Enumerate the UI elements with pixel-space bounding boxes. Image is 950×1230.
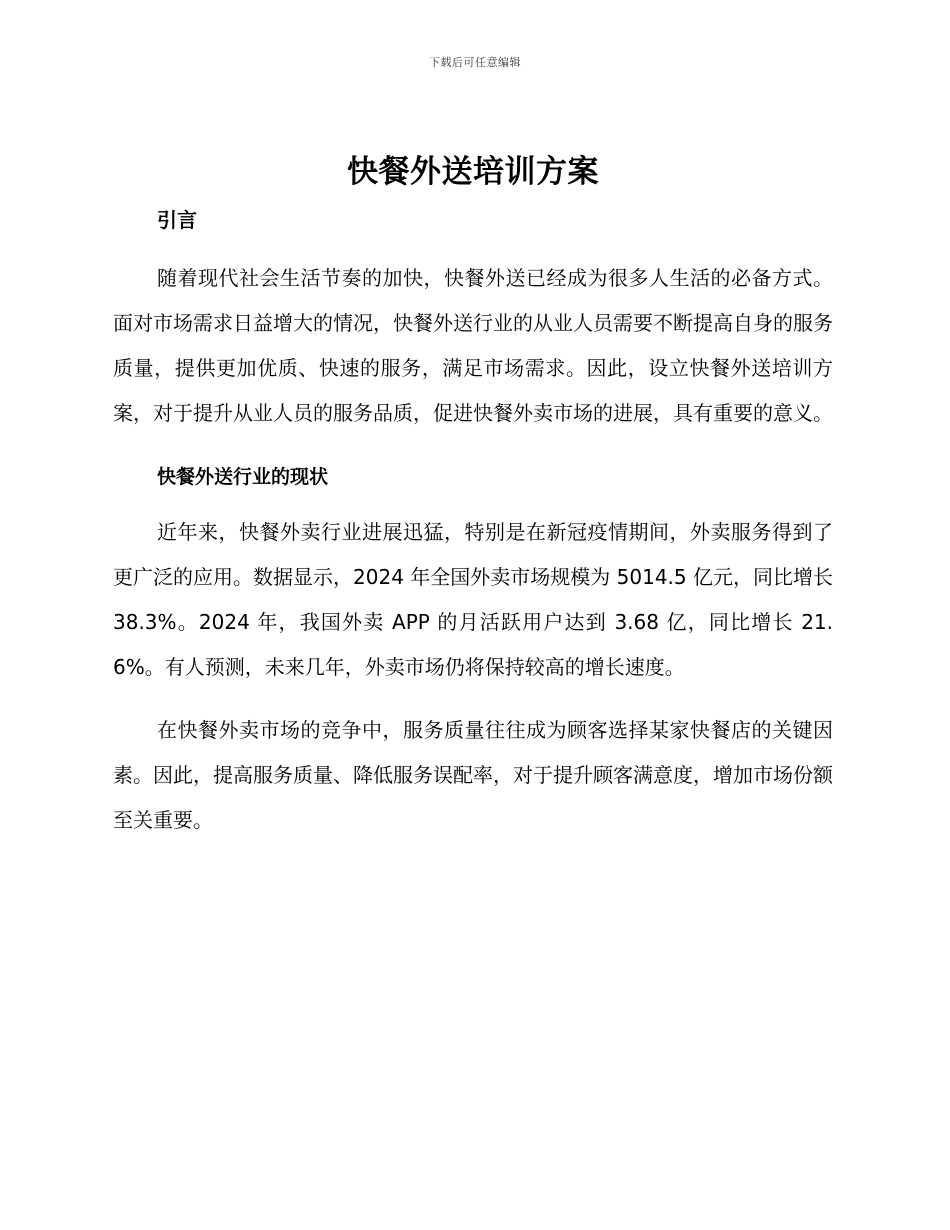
- paragraph-service-quality: 在快餐外卖市场的竞争中，服务质量往往成为顾客选择某家快餐店的关键因素。因此，提高服务质量、降低服务误配率，对于提升顾客满意度，增加市场份额至关重要。: [113, 718, 833, 832]
- section-heading-introduction: 引言: [157, 208, 197, 232]
- section-industry-status: [113, 463, 833, 843]
- section-introduction: [113, 206, 833, 436]
- page-header-note: 下载后可任意编辑: [429, 56, 521, 69]
- document-title: 快餐外送培训方案: [347, 154, 599, 190]
- section-heading-industry-status: 快餐外送行业的现状: [157, 466, 329, 488]
- document-content: [113, 150, 833, 843]
- paragraph-industry-data: 近年来，快餐外卖行业进展迅猛，特别是在新冠疫情期间，外卖服务得到了更广泛的应用。数据显示，2024 年全国外卖市场规模为 5014.5 亿元，同比增长 38.3%。2024 年，我国外卖 APP 的月活跃用户达到 3.68 亿，同比增长 21.6%。有人预测，未来几年，外卖市场仍将保持较高的增长速度。: [113, 520, 833, 679]
- paragraph-introduction: 随着现代社会生活节奏的加快，快餐外送已经成为很多人生活的必备方式。面对市场需求日益增大的情况，快餐外送行业的从业人员需要不断提高自身的服务质量，提供更加优质、快速的服务，满足市场需求。因此，设立快餐外送培训方案，对于提升从业人员的服务品质，促进快餐外卖市场的进展，具有重要的意义。: [113, 266, 833, 425]
